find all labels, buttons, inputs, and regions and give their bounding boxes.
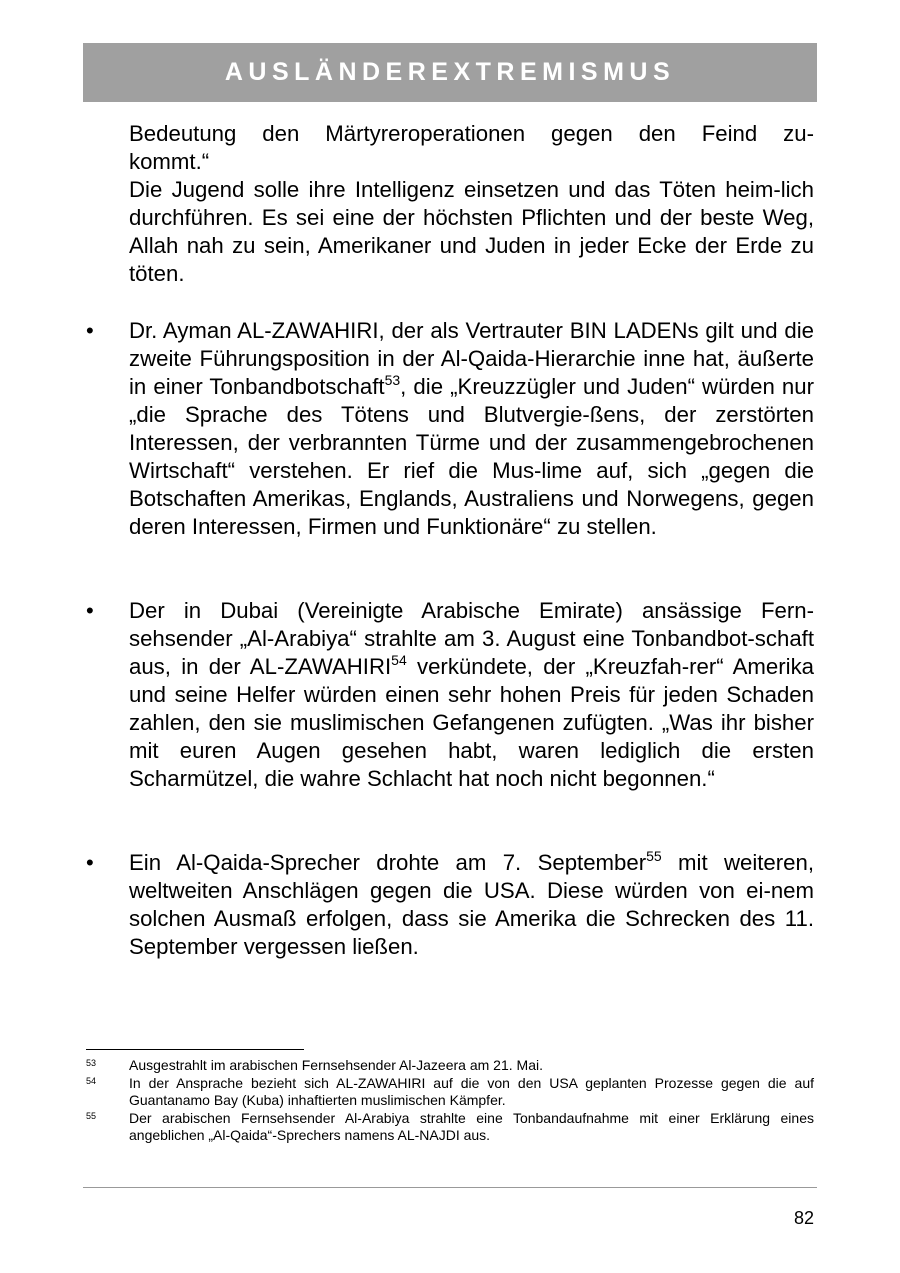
bullet-item-zawahiri (129, 317, 814, 541)
page-number: 82 (793, 1208, 814, 1228)
bullet-marker: • (86, 598, 94, 623)
footnote-number: 53 (86, 1058, 97, 1068)
footer-divider (83, 1187, 817, 1188)
footnote-ref[interactable]: 54 (391, 652, 407, 668)
intro-paragraph-2: Die Jugend solle ihre Intelligenz einsetzen und das Töten heim-lich durchführen. Es sei eine der höchsten Pflichten und der beste Weg, Allah nah zu sein, Amerikaner und Juden in jeder Ecke der Erde zu töten. (129, 177, 814, 286)
intro-paragraph (129, 120, 814, 288)
footnote-text: Der arabischen Fernsehsender Al-Arabiya strahlte eine Tonbandaufnahme mit einer Erklärung eines angeblichen „Al-Qaida“-Sprechers namens AL-NAJDI aus. (129, 1110, 814, 1143)
footnote-text: Ausgestrahlt im arabischen Fernsehsender Al-Jazeera am 21. Mai. (129, 1057, 543, 1073)
footnote-ref[interactable]: 55 (646, 848, 662, 864)
footnote-53 (86, 1057, 814, 1074)
bullet-text: , die „Kreuzzügler und Juden“ würden nur „die Sprache des Tötens und Blutvergie-ßens, der zerstörten Interessen, der verbrannten Türme und der zusammengebrochenen Wirtschaft“ verstehen. Er rief die Mus-lime auf, sich „gegen die Botschaften Amerikas, Englands, Australiens und Norwegens, gegen deren Interessen, Firmen und Funktionäre“ zu stellen. (129, 374, 814, 539)
footnote-text: In der Ansprache bezieht sich AL-ZAWAHIRI auf die von den USA geplanten Prozesse gegen die auf Guantanamo Bay (Kuba) inhaftierten muslimischen Kämpfer. (129, 1075, 814, 1108)
bullet-text: Ein Al-Qaida-Sprecher drohte am 7. September (129, 850, 647, 875)
intro-line-2: kommt.“ (129, 149, 210, 174)
footnote-divider (86, 1049, 304, 1050)
footnote-number: 54 (86, 1076, 97, 1086)
footnote-54 (86, 1075, 814, 1109)
bullet-marker: • (86, 850, 94, 875)
bullet-text: Der in Dubai (Vereinigte Arabische Emirate) ansässige Fern-sehsender „Al-Arabiya“ strahlte am 3. August eine Tonbandbot-schaft aus, in der AL-ZAWAHIRI (129, 598, 814, 679)
footnote-ref[interactable]: 53 (384, 372, 401, 388)
section-header (83, 43, 817, 102)
footnote-55 (86, 1110, 814, 1144)
bullet-marker: • (86, 318, 94, 343)
bullet-text: mit weiteren, weltweiten Anschlägen gegen die USA. Diese würden von ei-nem solchen Ausmaß erfolgen, dass sie Amerika die Schrecken des 11. September vergessen ließen. (129, 850, 814, 959)
intro-line-1: Bedeutung den Märtyreroperationen gegen den Feind zu- (129, 121, 814, 146)
bullet-text: Dr. Ayman AL-ZAWAHIRI, der als Vertrauter BIN LADENs gilt und die zweite Führungsposition in der Al-Qaida-Hierarchie inne hat, äußerte in einer Tonbandbotschaft (129, 318, 814, 399)
bullet-text: verkündete, der „Kreuzfah-rer“ Amerika und seine Helfer würden einen sehr hohen Preis für jeden Schaden zahlen, den sie muslimischen Gefangenen zufügten. „Was ihr bisher mit euren Augen gesehen habt, waren lediglich die ersten Scharmützel, die wahre Schlacht hat noch nicht begonnen.“ (129, 654, 815, 791)
bullet-item-al-arabiya (129, 597, 814, 793)
footnote-number: 55 (86, 1111, 97, 1121)
section-title: AUSLÄNDEREXTREMISMUS (224, 58, 676, 86)
bullet-item-spokesman (129, 849, 814, 961)
